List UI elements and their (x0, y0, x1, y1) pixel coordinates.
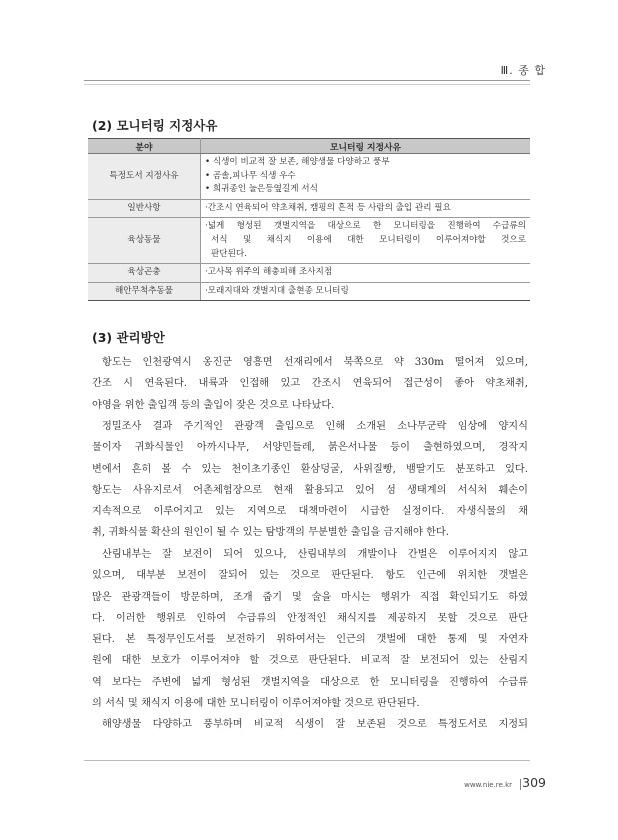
table-header-row (88, 139, 530, 154)
paragraph-line: 지속적으로 이루어지고 있는 지역으로 대책마련이 시급한 실정이다. 자생식물의 채 (92, 506, 528, 518)
table-row (88, 199, 530, 218)
section-title-management: (3) 관리방안 (92, 330, 165, 345)
paragraph-line: 정밀조사 결과 주기적인 관광객 출입으로 인해 소개된 소나무군락 임상에 양지식 (102, 421, 528, 432)
row-reason: ·고사목 위주의 해충피해 조사지점 (201, 264, 531, 283)
table-row (88, 154, 530, 200)
column-header-field: 분야 (88, 139, 201, 154)
row-field: 일반사항 (88, 199, 201, 218)
footer-separator (520, 779, 521, 790)
paragraph-line: 취, 귀화식물 확산의 원인이 될 수 있는 탐방객의 무분별한 출입을 금지해야 한다. (92, 527, 450, 539)
header-divider (84, 80, 530, 81)
paragraph-line: 해양생물 다양하고 풍부하며 비교적 식생이 잘 보존된 것으로 특정도서로 지정되 (102, 719, 528, 730)
chapter-heading: Ⅲ. 종 합 (500, 64, 546, 77)
body-paragraph (92, 416, 528, 544)
paragraph-line: 역 보다는 주변에 넓게 형성된 갯벌지역을 대상으로 한 모니터링을 진행하여 수급류 (92, 676, 528, 688)
row-reason (201, 154, 531, 200)
paragraph-line: 간조 시 연육된다. 내륙과 인접해 있고 간조시 연육되어 접근성이 좋아 약초채취, (92, 378, 528, 390)
paragraph-line: 다. 이러한 행위로 인하여 수급류의 안정적인 채식지를 제공하지 못할 것으로 판단 (92, 612, 528, 624)
row-reason: ·간조시 연육되어 약초채취, 캠핑의 흔적 등 사람의 출입 관리 필요 (201, 199, 531, 218)
reason-bullet: • 식생이 비교적 잘 보존, 해양생물 다양하고 풍부 (205, 156, 526, 170)
paragraph-line: 된다. 본 특정무인도서를 보전하기 위하여서는 인근의 갯벌에 대한 통제 및 자연자 (92, 634, 528, 646)
table-row (88, 218, 530, 264)
paragraph-line: 의 서식 및 채식지 이용에 대한 모니터링이 이루어져야할 것으로 판단된다. (92, 698, 420, 710)
paragraph-line: 원에 대한 보호가 이루어져야 할 것으로 판단된다. 비교적 잘 보전되어 있는 산림지 (92, 655, 528, 667)
row-field: 해안무척추동물 (88, 282, 201, 301)
paragraph-line: 변에서 흔히 볼 수 있는 천이초기종인 환삼덩굴, 사위질빵, 뱀딸기도 분포하고 있다. (92, 463, 528, 475)
paragraph-line: 있으며, 대부분 보전이 잘되어 있는 것으로 판단된다. 항도 인근에 위치한 갯벌은 (92, 570, 528, 582)
body-paragraph (92, 714, 528, 735)
monitoring-reasons-table (88, 138, 530, 301)
section-title-monitoring-reasons: (2) 모니터링 지정사유 (92, 118, 218, 133)
reason-line: 서식 및 채식지 이용에 대한 모니터링이 이루어져야할 것으로 (211, 234, 526, 245)
reason-line: 판단된다. (211, 248, 247, 259)
body-paragraph (92, 544, 528, 714)
paragraph-line: 항도는 인천광역시 옹진군 영흥면 선재리에서 북쪽으로 약 330m 떨어져 있으며, (102, 357, 528, 368)
paragraph-line: 항도는 사유지로서 어촌체험장으로 현재 활용되고 있어 섬 생태계의 서식처 훼손이 (92, 484, 528, 496)
row-field: 육상동물 (88, 218, 201, 264)
paragraph-line: 산림내부는 잘 보전이 되어 있으나, 산림내부의 개발이나 간벌은 이루어지지 않고 (102, 549, 528, 560)
paragraph-line: 물이자 귀화식물인 아까시나무, 서양민들레, 붉은서나물 등이 출현하였으며, 경작지 (92, 442, 528, 454)
row-field: 육상곤충 (88, 264, 201, 283)
footer-url: www.nie.re.kr (464, 781, 512, 789)
table-row (88, 264, 530, 283)
row-reason (201, 218, 531, 264)
row-reason: ·모래지대와 갯벌지대 출현종 모니터링 (201, 282, 531, 301)
reason-line: ·넓게 형성된 갯벌지역을 대상으로 한 모니터링을 진행하여 수급류의 (205, 221, 526, 232)
body-paragraph (92, 352, 528, 416)
paragraph-line: 야영을 위한 출입객 등의 출입이 잦은 것으로 나타났다. (92, 399, 335, 411)
reason-bullet: • 곰솔,피나무 식생 우수 (205, 170, 526, 184)
header-divider-secondary (84, 84, 530, 85)
footer-divider (84, 760, 530, 761)
paragraph-line: 많은 관광객들이 방문하며, 조개 줍기 및 술을 마시는 행위가 직접 확인되기도 하였 (92, 591, 528, 603)
column-header-reason: 모니터링 지정사유 (201, 139, 531, 154)
table-row (88, 282, 530, 301)
page-number: 309 (522, 775, 546, 790)
row-field: 특정도서 지정사유 (88, 154, 201, 200)
reason-bullet: • 희귀종인 눌은등옆길게 서식 (205, 183, 526, 197)
